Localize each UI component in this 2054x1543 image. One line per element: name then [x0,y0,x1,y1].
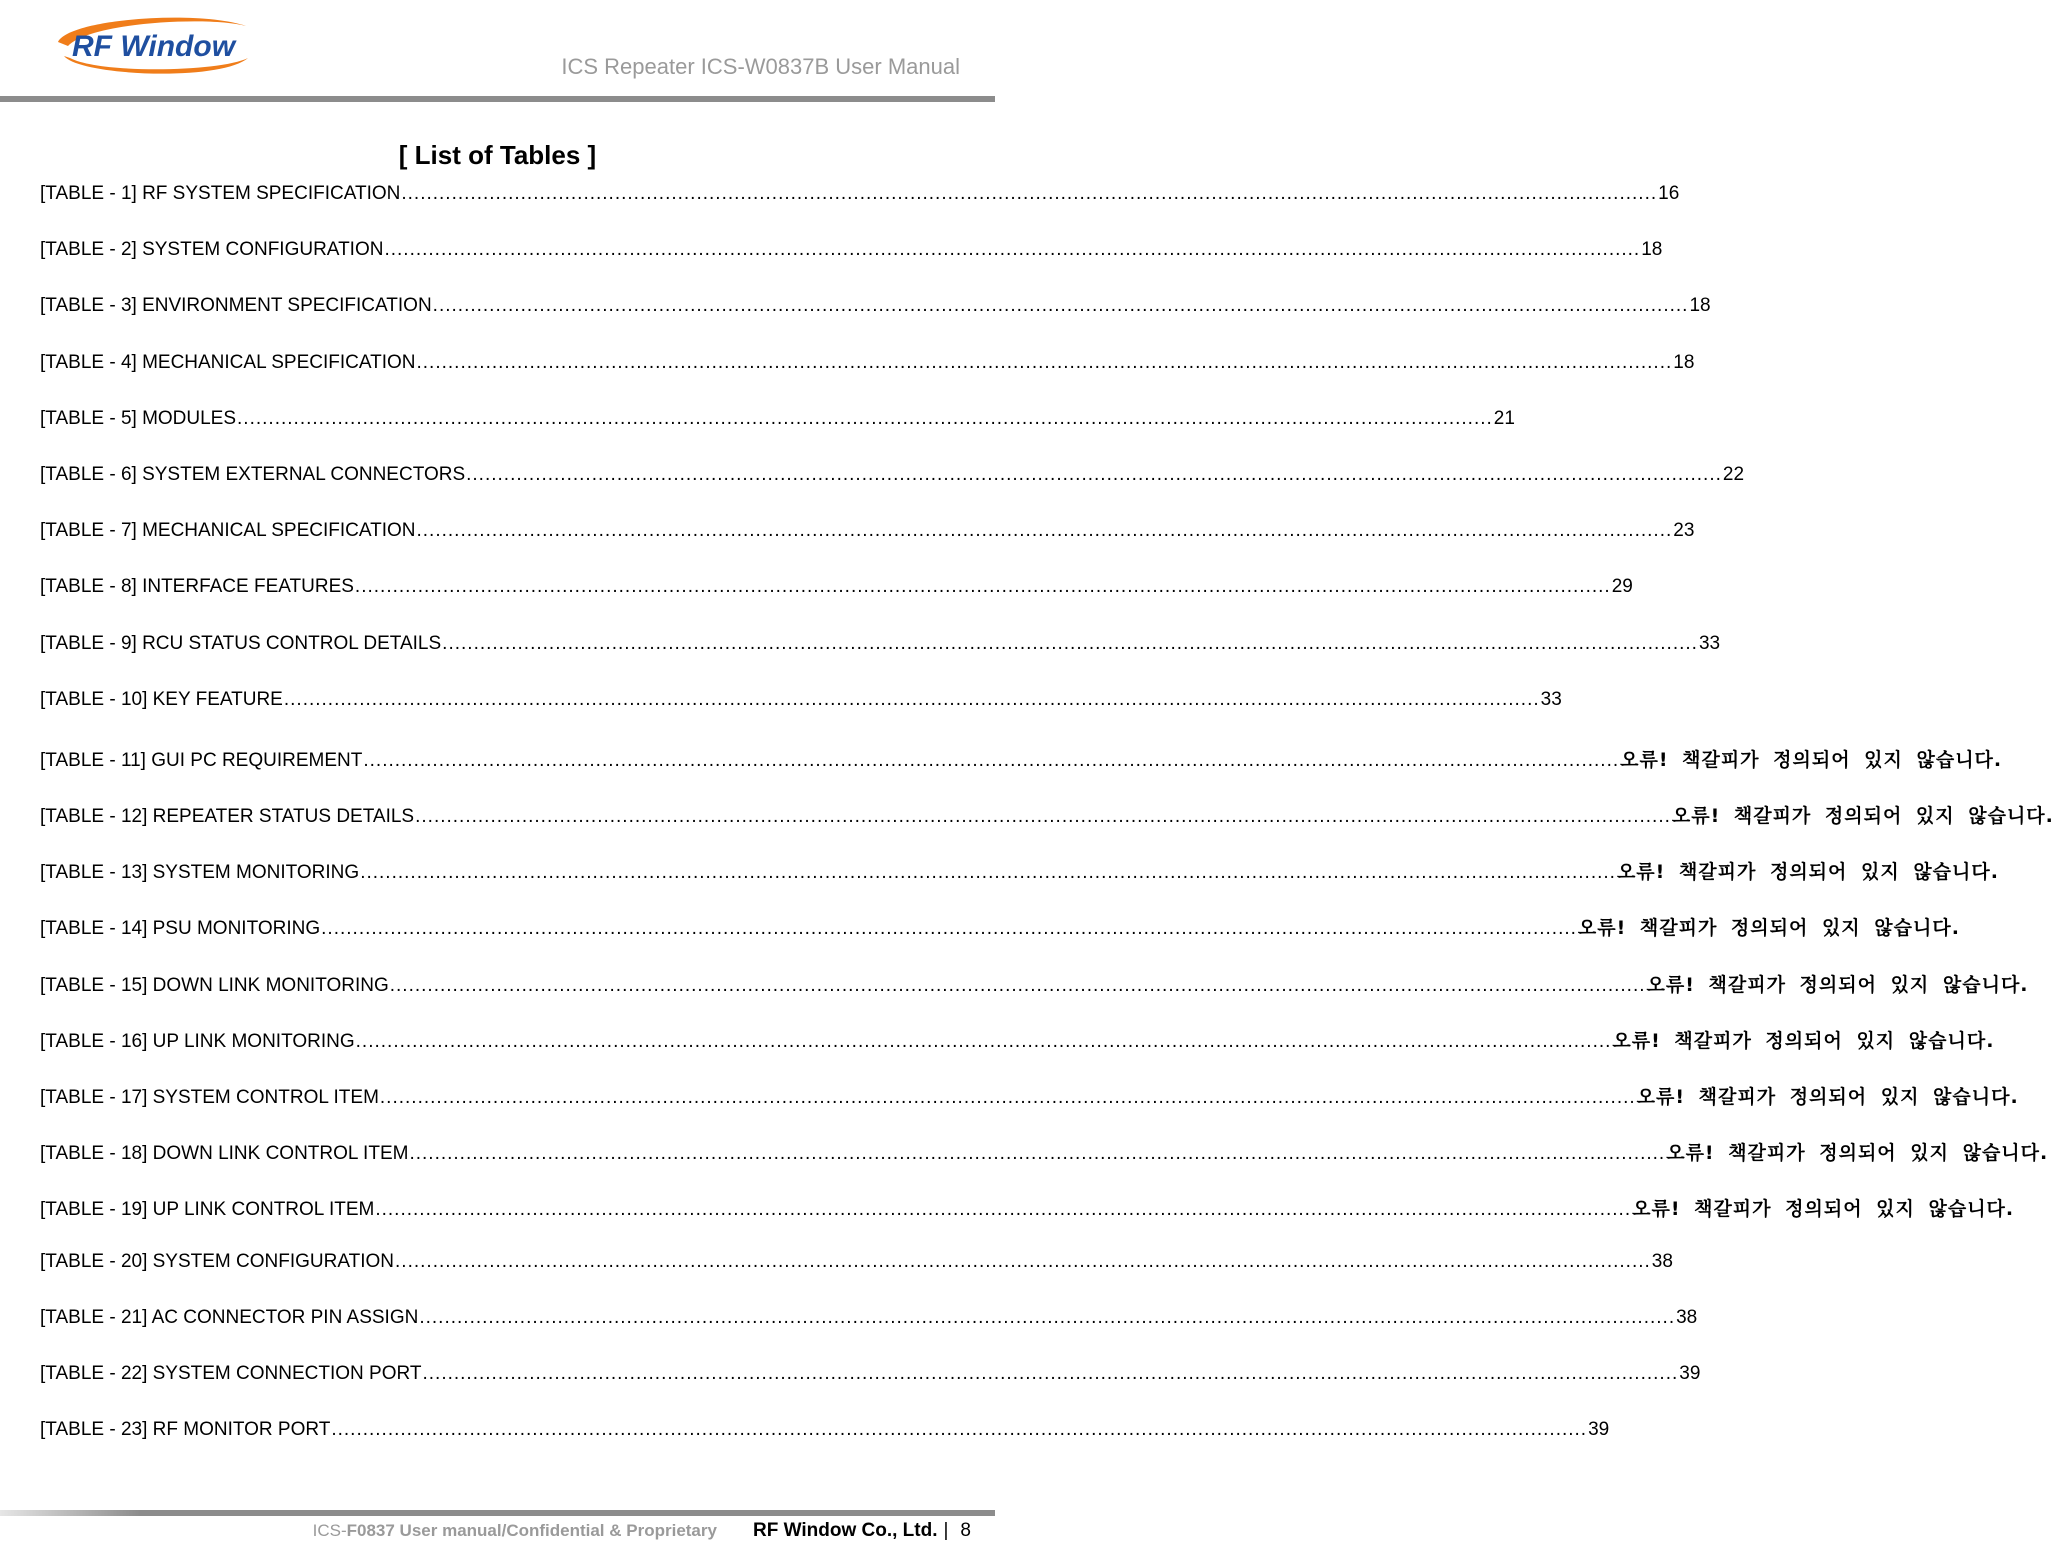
toc-entry-label: [TABLE - 7] MECHANICAL SPECIFICATION [40,520,416,542]
footer-page-number: 8 [960,1520,971,1541]
toc-entry[interactable] [40,632,1721,689]
toc-entry-page: 39 [1679,1362,1701,1384]
toc-entry-page: 38 [1651,1250,1673,1272]
footer-divider-fade [0,1510,140,1516]
footer-document-label [313,1521,717,1541]
toc-entry-label: [TABLE - 19] UP LINK CONTROL ITEM [40,1199,375,1221]
toc-entry-page: 23 [1673,520,1695,542]
toc-leader-dots: ........................................................................................................................................................................................................ [419,1306,1676,1328]
footer-separator: | [943,1520,949,1541]
toc-entry-label: [TABLE - 12] REPEATER STATUS DETAILS [40,806,415,828]
toc-entry[interactable] [40,183,1680,239]
toc-entry[interactable] [40,1138,2049,1194]
toc-entry[interactable] [40,1306,1698,1363]
toc-entry-label: [TABLE - 3] ENVIRONMENT SPECIFICATION [40,295,432,317]
toc-entry-page: 오류! 책갈피가 정의되어 있지 않습니다. [1671,805,2054,828]
toc-leader-dots: ........................................................................................................................................................................................................ [416,520,1673,542]
toc-entry-page: 16 [1658,183,1680,204]
toc-entry-label: [TABLE - 11] GUI PC REQUIREMENT [40,749,363,771]
toc-entry-page: 오류! 책갈피가 정의되어 있지 않습니다. [1616,861,1999,884]
toc-entry[interactable] [40,407,1515,464]
toc-leader-dots: ........................................................................................................................................................................................................ [422,1362,1679,1384]
toc-entry-page: 22 [1722,463,1745,485]
toc-entry-label: [TABLE - 10] KEY FEATURE [40,688,283,710]
toc-entry[interactable] [40,688,1562,745]
page-footer [313,1520,971,1542]
toc-entry-label: [TABLE - 9] RCU STATUS CONTROL DETAILS [40,632,442,654]
toc-entry-label: [TABLE - 20] SYSTEM CONFIGURATION [40,1250,395,1272]
logo-text: RF Window [72,30,236,63]
toc-leader-dots: ........................................................................................................................................................................................................ [283,688,1540,710]
toc-entry[interactable] [40,351,1695,408]
toc-entry-label: [TABLE - 22] SYSTEM CONNECTION PORT [40,1362,422,1384]
toc-entry-page: 38 [1676,1306,1698,1328]
toc-entry-page: 39 [1588,1419,1610,1441]
manual-title: ICS Repeater ICS-W0837B User Manual [561,54,960,79]
toc-entry-label: [TABLE - 16] UP LINK MONITORING [40,1030,355,1052]
toc-entry-label: [TABLE - 2] SYSTEM CONFIGURATION [40,239,384,261]
toc-entry-page: 오류! 책갈피가 정의되어 있지 않습니다. [1632,1198,2015,1221]
table-of-contents [40,183,2054,1475]
header-divider [0,96,995,102]
toc-entry-label: [TABLE - 21] AC CONNECTOR PIN ASSIGN [40,1306,419,1328]
toc-leader-dots: ........................................................................................................................................................................................................ [389,974,1646,996]
rf-window-logo [50,12,254,80]
toc-entry[interactable] [40,1362,1701,1419]
footer-company: RF Window Co., Ltd. [752,1520,938,1541]
toc-entry-page: 18 [1641,239,1663,261]
toc-entry[interactable] [40,745,2003,801]
toc-leader-dots: ........................................................................................................................................................................................................ [375,1199,1632,1221]
toc-entry-page: 오류! 책갈피가 정의되어 있지 않습니다. [1666,1142,2049,1165]
toc-entry-page: 오류! 책갈피가 정의되어 있지 않습니다. [1577,917,1960,940]
toc-entry-label: [TABLE - 15] DOWN LINK MONITORING [40,974,389,996]
toc-leader-dots: ........................................................................................................................................................................................................ [363,749,1620,771]
toc-leader-dots: ........................................................................................................................................................................................................ [409,1143,1666,1165]
toc-entry-page: 오류! 책갈피가 정의되어 있지 않습니다. [1636,1086,2019,1108]
toc-entry-page: 21 [1493,407,1515,429]
toc-entry[interactable] [40,520,1695,576]
footer-doc-prefix: ICS- [312,1521,347,1540]
toc-entry[interactable] [40,1250,1673,1307]
toc-entry-page: 18 [1673,351,1695,373]
toc-leader-dots: ........................................................................................................................................................................................................ [354,576,1611,598]
page-title: [ List of Tables ] [398,140,597,170]
toc-entry[interactable] [40,295,1711,351]
footer-divider [0,1510,995,1516]
toc-entry-label: [TABLE - 14] PSU MONITORING [40,918,321,940]
toc-leader-dots: ........................................................................................................................................................................................................ [237,407,1493,429]
toc-entry[interactable] [40,1082,2019,1138]
toc-leader-dots: ........................................................................................................................................................................................................ [432,295,1689,317]
toc-entry-page: 18 [1689,295,1711,317]
toc-entry[interactable] [40,1026,1995,1082]
toc-entry-label: [TABLE - 17] SYSTEM CONTROL ITEM [40,1087,379,1108]
toc-leader-dots: ........................................................................................................................................................................................................ [355,1030,1612,1052]
toc-entry-label: [TABLE - 13] SYSTEM MONITORING [40,862,360,884]
toc-entry[interactable] [40,1194,2015,1250]
toc-entry-label: [TABLE - 1] RF SYSTEM SPECIFICATION [40,183,401,204]
footer-doc-text: F0837 User manual/Confidential & Proprietary [346,1521,717,1540]
toc-leader-dots: ........................................................................................................................................................................................................ [466,463,1722,485]
toc-entry-label: [TABLE - 18] DOWN LINK CONTROL ITEM [40,1143,409,1165]
toc-entry-page: 33 [1698,632,1721,654]
toc-entry-label: [TABLE - 23] RF MONITOR PORT [40,1419,331,1441]
toc-leader-dots: ........................................................................................................................................................................................................ [379,1087,1636,1108]
toc-entry[interactable] [40,857,1999,913]
toc-entry[interactable] [40,463,1745,520]
toc-entry-label: [TABLE - 6] SYSTEM EXTERNAL CONNECTORS [40,463,466,485]
toc-leader-dots: ........................................................................................................................................................................................................ [442,632,1698,654]
toc-leader-dots: ........................................................................................................................................................................................................ [321,918,1577,940]
toc-entry-page: 오류! 책갈피가 정의되어 있지 않습니다. [1646,973,2029,996]
toc-entry[interactable] [40,576,1633,632]
toc-leader-dots: ........................................................................................................................................................................................................ [415,806,1671,828]
toc-leader-dots: ........................................................................................................................................................................................................ [360,862,1616,884]
toc-entry[interactable] [40,970,2029,1026]
toc-entry[interactable] [40,239,1663,295]
toc-entry[interactable] [40,913,1960,969]
toc-entry-page: 오류! 책갈피가 정의되어 있지 않습니다. [1612,1029,1995,1052]
toc-leader-dots: ........................................................................................................................................................................................................ [331,1419,1588,1441]
toc-entry[interactable] [40,1419,1610,1475]
toc-leader-dots: ........................................................................................................................................................................................................ [401,183,1658,204]
toc-entry[interactable] [40,801,2054,857]
toc-entry-label: [TABLE - 8] INTERFACE FEATURES [40,576,354,598]
toc-entry-page: 오류! 책갈피가 정의되어 있지 않습니다. [1620,748,2003,771]
toc-entry-label: [TABLE - 4] MECHANICAL SPECIFICATION [40,351,416,373]
toc-leader-dots: ........................................................................................................................................................................................................ [395,1250,1651,1272]
toc-entry-page: 29 [1611,576,1633,598]
toc-leader-dots: ........................................................................................................................................................................................................ [416,351,1673,373]
toc-leader-dots: ........................................................................................................................................................................................................ [384,239,1641,261]
toc-entry-label: [TABLE - 5] MODULES [40,407,237,429]
toc-entry-page: 33 [1540,688,1562,710]
